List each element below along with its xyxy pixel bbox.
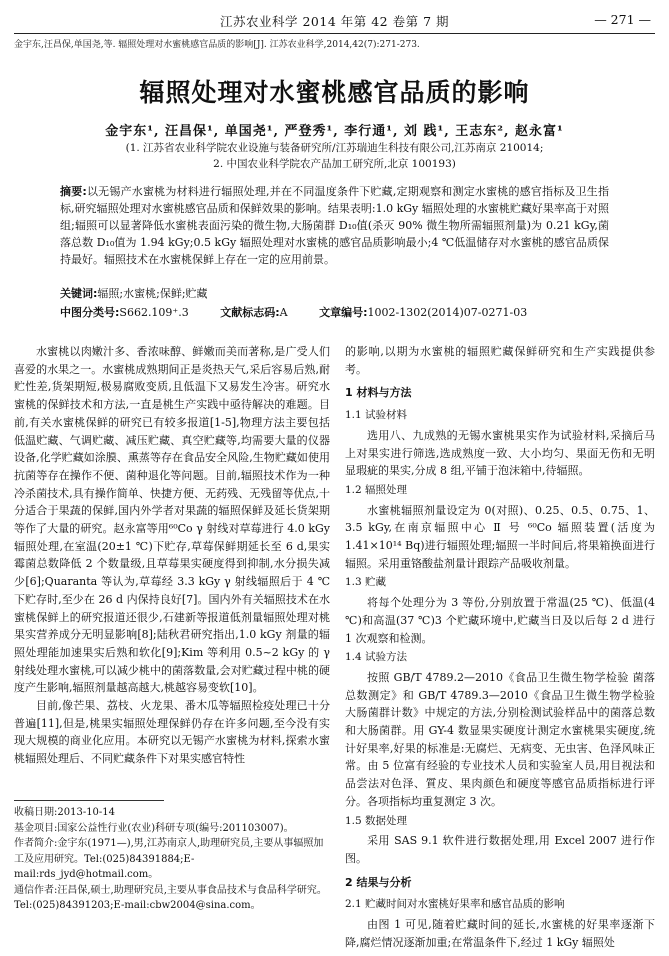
subsection-heading: 1.5 数据处理	[345, 814, 408, 827]
doc-code-value: A	[279, 306, 288, 319]
body-paragraph: 目前,像芒果、荔枝、火龙果、番木瓜等辐照检疫处理已十分普遍[11],但是,桃果实辐照处理保鲜仍存在许多问题,至今没有实现大规模的商业化应用。本研究以无锡产水蜜桃为材料,探索水蜜桃辐照处理后、不同贮藏条件下对果实感官特性	[14, 699, 330, 766]
left-column	[14, 343, 330, 768]
body-paragraph: 水蜜桃以肉嫩汁多、香浓味醇、鲜嫩而美而著称,是广受人们喜爱的水果之一。水蜜桃成熟期间正是炎热天气,采后容易后熟,耐贮性差,货架期短,极易腐败变质,且低温下又易发生冷害。研究水蜜桃的保鲜技术和方法,一直是桃生产实践中亟待解决的难题。目前,有关水蜜桃保鲜的研究已有较多报道[1-5],物理方法主要包括低温贮藏、气调贮藏、减压贮藏、真空贮藏等,均需要大量的仪器设备,化学贮藏如涂膜、熏蒸等存在食品安全风险,生物贮藏如使用抗菌等存在操作不便、菌种退化等问题。目前,辐照技术作为一种冷杀菌技术,具有操作简单、快捷方便、无药残、无残留等优点,十分适合于果蔬的保鲜,国内外学者对果蔬的辐照保鲜及延长货架期等作了大量的研究。赵永富等用⁶⁰Co γ 射线对草莓进行 4.0 kGy 辐照处理,在室温(20±1 ℃)下贮存,草莓保鲜期延长至 6 d,果实霉菌总数降低 2 个数量级,且草莓果实硬度得到抑制,水分损失减少[6];Quaranta 等认为,草莓经 3.3 kGy γ 射线辐照后于 4 ℃下贮存时,至少在 26 d 内保持良好[7]。国内外有关辐照技术在水蜜桃保鲜上的研究报道还很少,石建新等报道低剂量辐照处理对桃果实营养成分无明显影响[8];陆秋君研究指出,1.0 kGy 剂量的辐照处理能加速果实后熟和软化[9];Kim 等利用 0.5~2 kGy 的 γ 射线处理水蜜桃,可以减少桃中的菌落数量,会对贮藏过程中桃的硬度产生影响,辐照剂量越高越大,桃越容易变软[10]。	[14, 345, 330, 695]
abstract-text: 以无锡产水蜜桃为材料进行辐照处理,并在不同温度条件下贮藏,定期观察和测定水蜜桃的感官指标及卫生指标,研究辐照处理对水蜜桃感官品质和保鲜效果的影响。结果表明:1.0 kGy 辐照处理的水蜜桃贮藏好果率高于对照组;辐照可以显著降低水蜜桃表面污染的微生物,大肠菌群 D₁₀值(杀灭 90% 微生物所需辐照剂量)为 0.21 kGy,菌落总数 D₁₀值为 1.94 kGy;0.5 kGy 辐照处理对水蜜桃的感官品质影响最小;4 ℃低温储存对水蜜桃的感官品质保持最好。辐照技术在水蜜桃保鲜上存在一定的应用前景。	[60, 185, 609, 266]
body-paragraph: 的影响,以期为水蜜桃的辐照贮藏保鲜研究和生产实践提供参考。	[345, 345, 655, 376]
body-paragraph: 按照 GB/T 4789.2—2010《食品卫生微生物学检验 菌落总数测定》和 GB/T 4789.3—2010《食品卫生微生物学检验 大肠菌群计数》中规定的方法,分别检测试验样品中的菌落总数和大肠菌群。用 GY-4 数显果实硬度计测定水蜜桃果实硬度,统计好果率,好果的标准是:无腐烂、无病变、无虫害、色泽风味正常。由 5 位富有经验的专业技术人员和实验室人员,用目视法和品尝法对色泽、質皮、果肉颜色和硬度等感官品质指标进行评分。各项指标均重复测定 3 次。	[345, 670, 655, 808]
affiliation-2: 2. 中国农业科学院农产品加工研究所,北京 100193)	[213, 158, 456, 170]
keywords-label: 关键词:	[60, 287, 98, 300]
citation-line: 金宇东,汪昌保,单国尧,等. 辐照处理对水蜜桃感官品质的影响[J]. 江苏农业科学,2014,42(7):271-273.	[14, 40, 420, 50]
article-id-value: 1002-1302(2014)07-0271-03	[367, 306, 528, 319]
clc-label: 中图分类号:	[60, 306, 120, 319]
body-paragraph: 选用八、九成熟的无锡水蜜桃果实作为试验材料,采摘后马上对果实进行筛选,选成熟度一致、大小均匀、果面无伤和无明显瑕疵的果实,分成 8 组,平铺于泡沫箱中,待辐照。	[345, 428, 655, 478]
abstract	[60, 183, 609, 268]
subsection-heading: 1.1 试验材料	[345, 409, 408, 422]
page-number: — 271 —	[594, 12, 651, 27]
journal-issue: 江苏农业科学 2014 年第 42 卷第 7 期	[219, 14, 449, 29]
author-list: 金宇东¹, 汪昌保¹, 单国尧¹, 严登秀¹, 李行通¹, 刘 践¹, 王志东², 赵永富¹	[105, 124, 564, 139]
footnote-author: 作者简介:金宇东(1971—),男,江苏南京人,助理研究员,主要从事辐照加工及应用研究。Tel:(025)84391884;E-mail:rds_jyd@hotmail.com。	[14, 838, 324, 880]
affiliation-1: (1. 江苏省农业科学院农业设施与装备研究所/江苏瑞迪生科技有限公司,江苏南京 210014;	[125, 142, 544, 154]
paper-title: 辐照处理对水蜜桃感官品质的影响	[139, 78, 530, 107]
right-column	[345, 343, 655, 952]
footnotes	[14, 800, 330, 914]
keywords	[60, 286, 609, 302]
keywords-text: 辐照;水蜜桃;保鲜;贮藏	[97, 287, 208, 300]
subsection-heading: 1.3 贮藏	[345, 576, 387, 589]
footnote-divider	[14, 800, 164, 801]
body-paragraph: 由图 1 可见,随着贮藏时间的延长,水蜜桃的好果率逐渐下降,腐烂情况逐渐加重;在常温条件下,经过 1 kGy 辐照处	[345, 918, 655, 949]
body-paragraph: 将每个处理分为 3 等份,分别放置于常温(25 ℃)、低温(4 ℃)和高温(37 ℃)3 个贮藏环境中,贮藏当日及以后每 2 d 进行 1 次观察和检测。	[345, 596, 655, 645]
body-paragraph: 水蜜桃辐照剂量设定为 0(对照)、0.25、0.5、0.75、1、3.5 kGy,在南京辐照中心 Ⅱ 号 ⁶⁰Co 辐照装置(活度为 1.41×10¹⁴ Bq)进行辐照处理;辐照一半时间后,将果箱换面进行辐照。采用重铬酸盐剂量计跟踪产品吸收剂量。	[345, 503, 655, 570]
subsection-heading: 1.4 试验方法	[345, 651, 408, 664]
abstract-label: 摘要:	[60, 185, 87, 198]
subsection-heading: 2.1 贮藏时间对水蜜桃好果率和感官品质的影响	[345, 898, 565, 911]
body-paragraph: 采用 SAS 9.1 软件进行数据处理,用 Excel 2007 进行作图。	[345, 834, 655, 865]
footnote-funding: 基金项目:国家公益性行业(农业)科研专项(编号:201103007)。	[14, 822, 294, 834]
footnote-received: 收稿日期:2013-10-14	[14, 807, 116, 818]
footnote-corresponding: 通信作者:汪昌保,硕士,助理研究员,主要从事食品技术与食品科学研究。Tel:(025)84391203;E-mail:cbw2004@sina.com。	[14, 884, 327, 911]
section-heading: 2 结果与分析	[345, 875, 412, 889]
subsection-heading: 1.2 辐照处理	[345, 483, 408, 496]
doc-code-label: 文献标志码:	[220, 306, 280, 319]
section-heading: 1 材料与方法	[345, 386, 412, 400]
running-header	[14, 8, 655, 34]
article-id-label: 文章编号:	[319, 306, 368, 319]
clc-value: S662.109⁺.3	[119, 306, 189, 319]
article-meta	[60, 305, 649, 321]
